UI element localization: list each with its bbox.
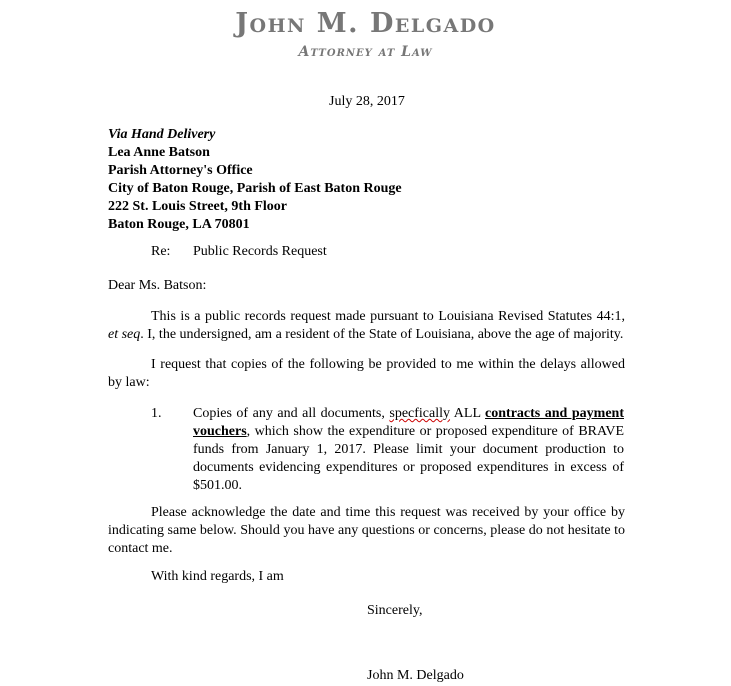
- request-item-part3: , which show the expenditure or proposed expenditure of BRAVE funds from January 1, 2017. Please limit your document production to documents evidencing expenditures or proposed expenditures in excess of $501.00.: [193, 424, 624, 493]
- sincerely: Sincerely,: [367, 603, 423, 618]
- letter-date: July 28, 2017: [329, 94, 405, 109]
- misspelled-word: specfically: [389, 406, 451, 421]
- request-item-text: [193, 405, 624, 495]
- request-item-number: 1.: [151, 406, 162, 421]
- address-line-city: City of Baton Rouge, Parish of East Baton Rouge: [108, 181, 402, 196]
- closing-line: With kind regards, I am: [151, 569, 284, 584]
- address-line-zip: Baton Rouge, LA 70801: [108, 217, 250, 232]
- delivery-method: Via Hand Delivery: [108, 127, 216, 142]
- signer-name: John M. Delgado: [367, 668, 464, 683]
- letterhead-name: John M. Delgado: [235, 8, 496, 39]
- request-item-part1: Copies of any and all documents,: [193, 406, 390, 421]
- re-subject: Public Records Request: [193, 244, 327, 259]
- subject-line: [151, 244, 327, 260]
- address-line-office: Parish Attorney's Office: [108, 163, 253, 178]
- re-label: Re:: [151, 244, 171, 259]
- paragraph-acknowledge: Please acknowledge the date and time this request was received by your office by indicating same below. Should you have any questions or concerns, please do not hesitate to contact me.: [108, 505, 625, 556]
- paragraph-intro-end: . I, the undersigned, am a resident of the State of Louisiana, above the age of majority.: [140, 327, 624, 342]
- paragraph-request: I request that copies of the following be provided to me within the delays allowed by law:: [108, 357, 625, 390]
- address-line-street: 222 St. Louis Street, 9th Floor: [108, 199, 288, 214]
- request-item-part2: ALL: [450, 406, 486, 421]
- salutation: Dear Ms. Batson:: [108, 278, 207, 293]
- letterhead-title: Attorney at Law: [298, 44, 433, 60]
- paragraph-intro-start: This is a public records request made pursuant to Louisiana Revised Statutes 44:1,: [151, 309, 625, 324]
- recipient-address: [108, 126, 402, 234]
- address-line-name: Lea Anne Batson: [108, 145, 210, 160]
- paragraph-intro: [108, 308, 625, 344]
- request-item-emphasis: contracts and payment vouchers: [193, 406, 624, 439]
- paragraph-intro-italic: et seq: [108, 327, 141, 342]
